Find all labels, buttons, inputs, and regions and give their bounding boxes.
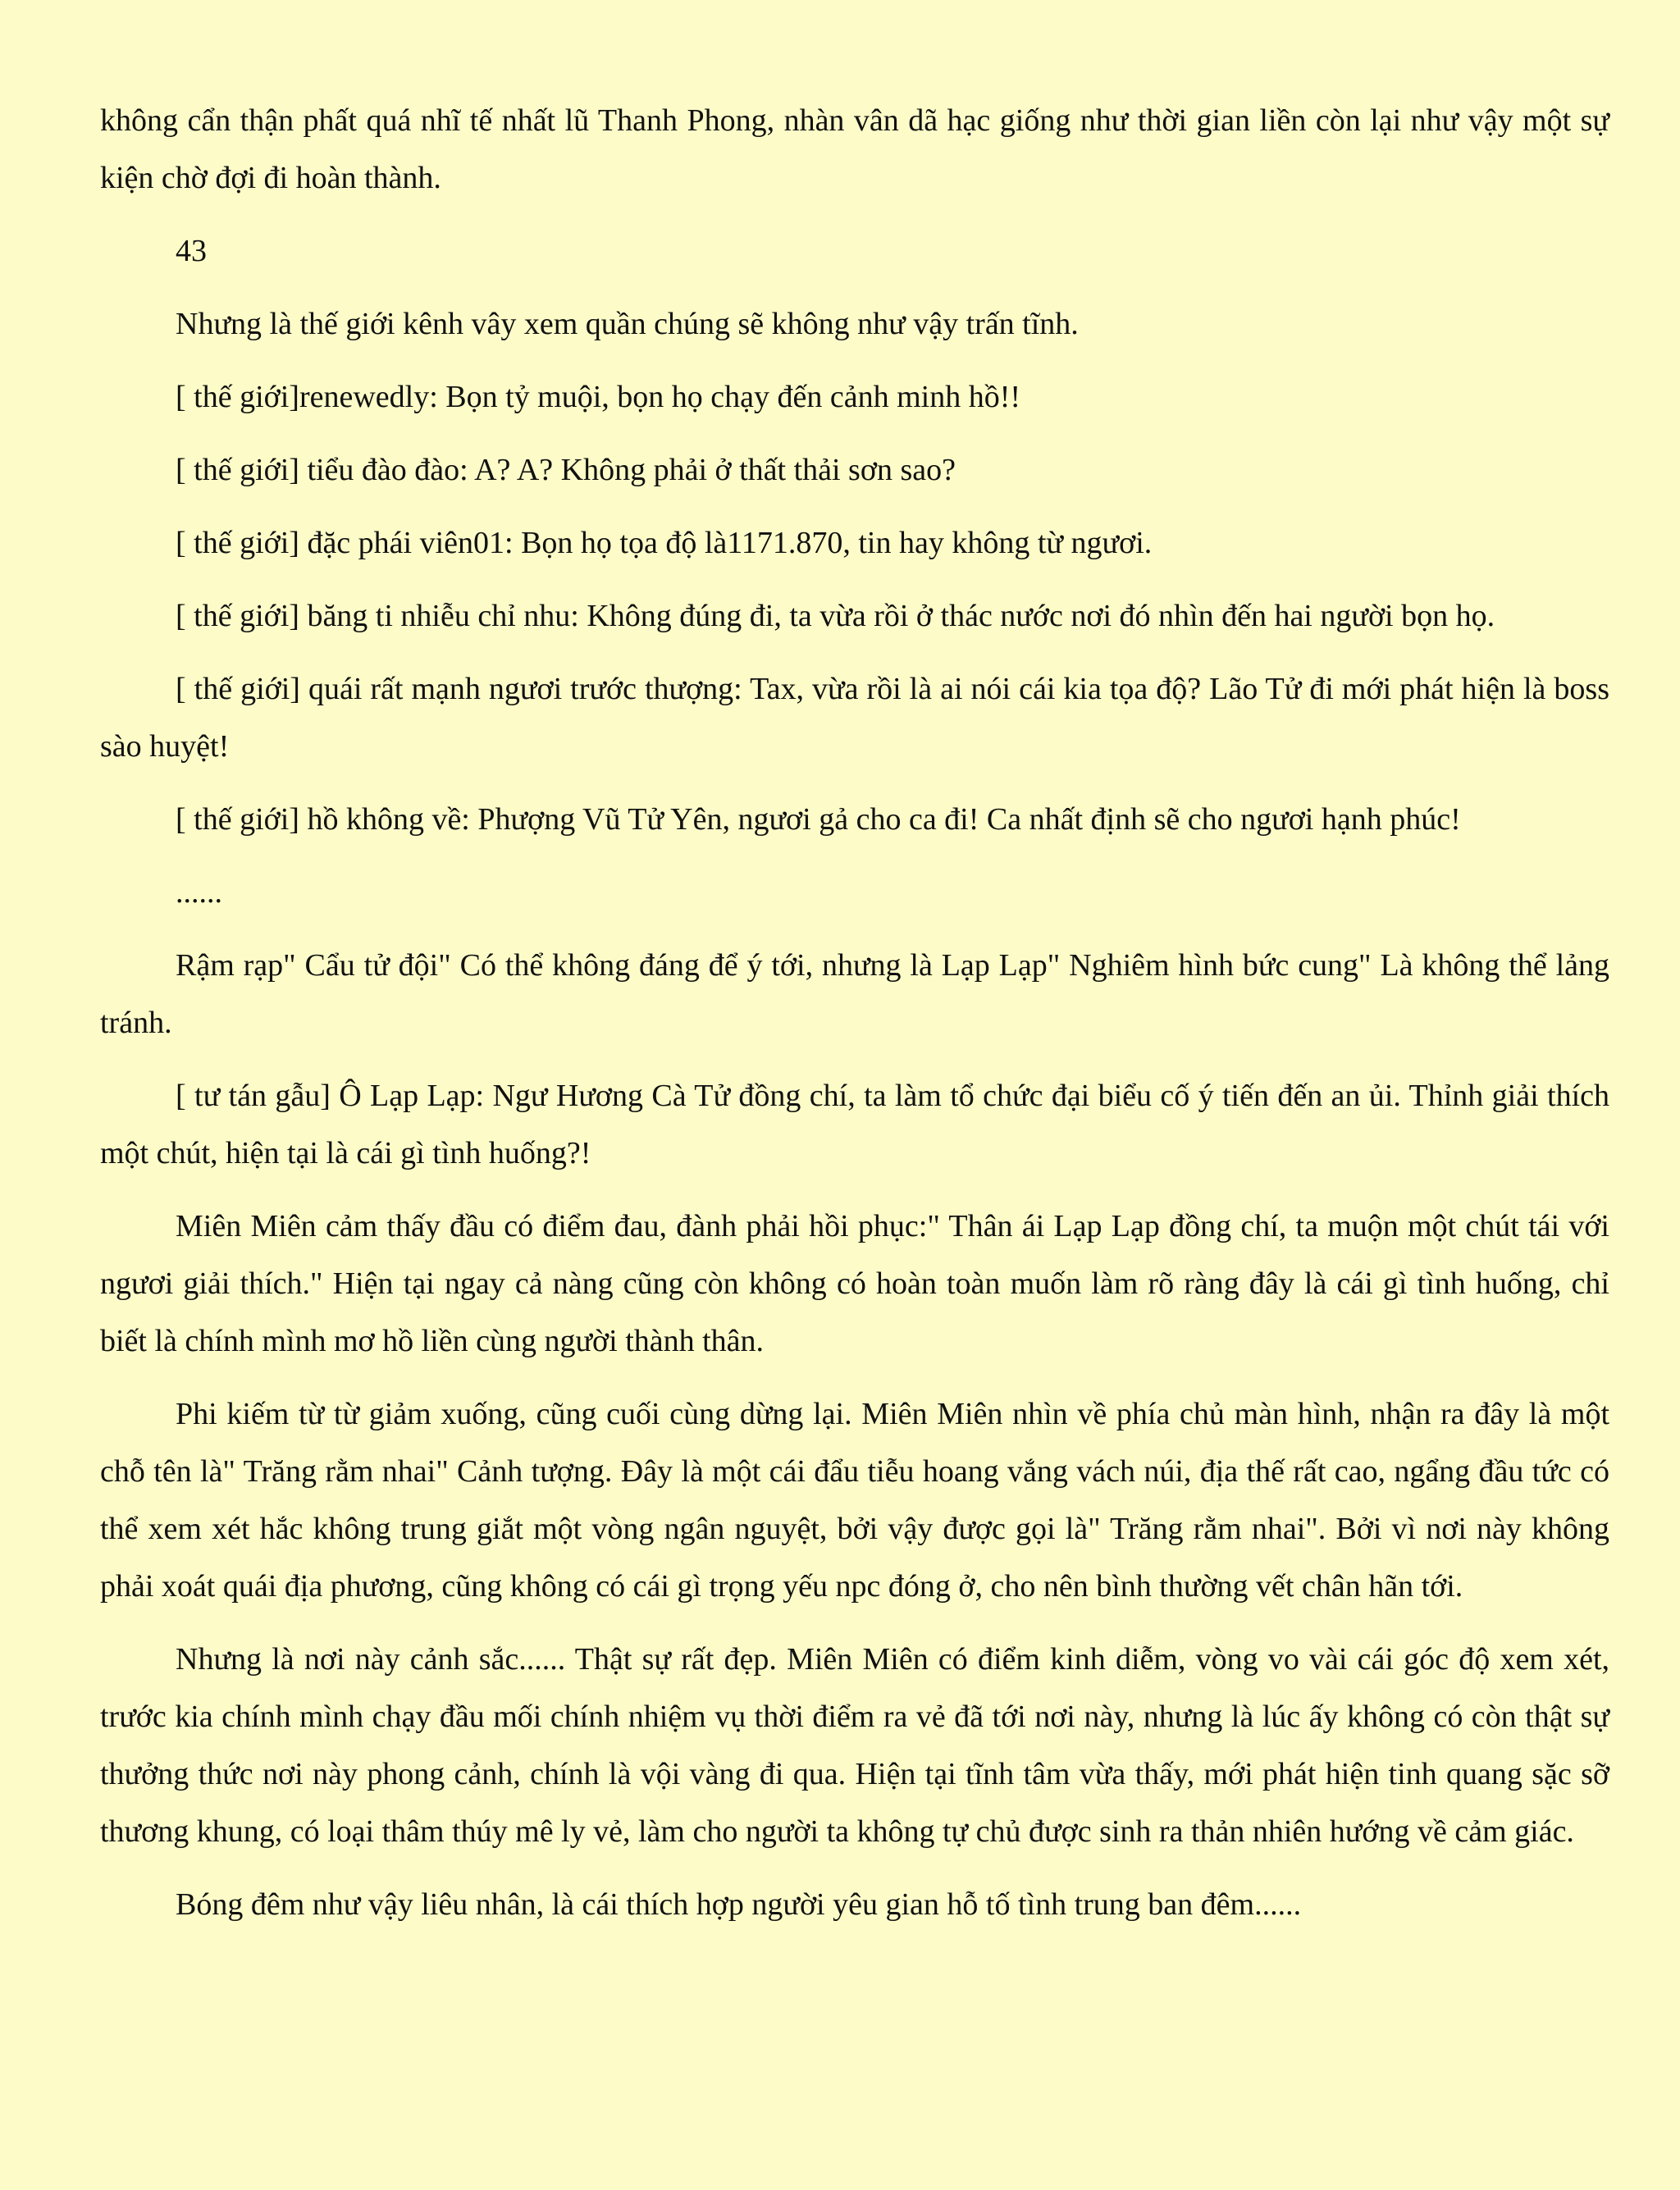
chat-line: [ thế giới] tiểu đào đào: A? A? Không phải ở thất thải sơn sao? — [176, 453, 956, 487]
chat-line: [ tư tán gẫu] Ô Lạp Lạp: Ngư Hương Cà Tử đồng chí, ta làm tổ chức đại biểu cố ý tiến đến an ủi. Thỉnh giải thích một chút, hiện tại là cái gì tình huống?! — [100, 1079, 1609, 1170]
chat-line: [ thế giới] đặc phái viên01: Bọn họ tọa độ là1171.870, tin hay không từ ngươi. — [176, 526, 1153, 560]
paragraph: Bóng đêm như vậy liêu nhân, là cái thích hợp người yêu gian hỗ tố tình trung ban đêm...... — [176, 1887, 1302, 1922]
paragraph: Nhưng là nơi này cảnh sắc...... Thật sự rất đẹp. Miên Miên có điểm kinh diễm, vòng vo vài cái góc độ xem xét, trước kia chính mình chạy đầu mối chính nhiệm vụ thời điểm ra vẻ đã tới nơi này, nhưng là lúc ấy không có còn thật sự thưởng thức nơi này phong cảnh, chính là vội vàng đi qua. Hiện tại tĩnh tâm vừa thấy, mới phát hiện tinh quang sặc sỡ thương khung, có loại thâm thúy mê ly vẻ, làm cho người ta không tự chủ được sinh ra thản nhiên hướng về cảm giác. — [100, 1642, 1609, 1849]
paragraph-continuation: không cẩn thận phất quá nhĩ tế nhất lũ Thanh Phong, nhàn vân dã hạc giống như thời gian liền còn lại như vậy một sự kiện chờ đợi đi hoàn thành. — [100, 103, 1609, 195]
document-page — [100, 92, 1609, 1949]
ellipsis-line: ...... — [176, 875, 222, 910]
paragraph: Phi kiếm từ từ giảm xuống, cũng cuối cùng dừng lại. Miên Miên nhìn về phía chủ màn hình, nhận ra đây là một chỗ tên là" Trăng rằm nhai" Cảnh tượng. Đây là một cái đẩu tiễu hoang vắng vách núi, địa thế rất cao, ngẩng đầu tức có thể xem xét hắc không trung giắt một vòng ngân nguyệt, bởi vậy được gọi là" Trăng rằm nhai". Bởi vì nơi này không phải xoát quái địa phương, cũng không có cái gì trọng yếu npc đóng ở, cho nên bình thường vết chân hãn tới. — [100, 1397, 1609, 1604]
chat-line: [ thế giới] băng ti nhiễu chỉ nhu: Không đúng đi, ta vừa rồi ở thác nước nơi đó nhìn đến hai người bọn họ. — [176, 599, 1495, 633]
paragraph: Nhưng là thế giới kênh vây xem quần chúng sẽ không như vậy trấn tĩnh. — [176, 307, 1079, 341]
paragraph: Miên Miên cảm thấy đầu có điểm đau, đành phải hồi phục:" Thân ái Lạp Lạp đồng chí, ta muộn một chút tái với ngươi giải thích." Hiện tại ngay cả nàng cũng còn không có hoàn toàn muốn làm rõ ràng đây là cái gì tình huống, chỉ biết là chính mình mơ hồ liền cùng người thành thân. — [100, 1209, 1609, 1358]
chat-line: [ thế giới]renewedly: Bọn tỷ muội, bọn họ chạy đến cảnh minh hồ!! — [176, 380, 1021, 414]
chat-line: [ thế giới] hồ không về: Phượng Vũ Tử Yên, ngươi gả cho ca đi! Ca nhất định sẽ cho ngươi hạnh phúc! — [176, 802, 1461, 837]
chat-line: [ thế giới] quái rất mạnh ngươi trước thượng: Tax, vừa rồi là ai nói cái kia tọa độ? Lão Tử đi mới phát hiện là boss sào huyệt! — [100, 672, 1609, 764]
chapter-number: 43 — [176, 234, 207, 268]
paragraph: Rậm rạp" Cẩu tử đội" Có thể không đáng để ý tới, nhưng là Lạp Lạp" Nghiêm hình bức cung" Là không thể lảng tránh. — [100, 948, 1609, 1040]
